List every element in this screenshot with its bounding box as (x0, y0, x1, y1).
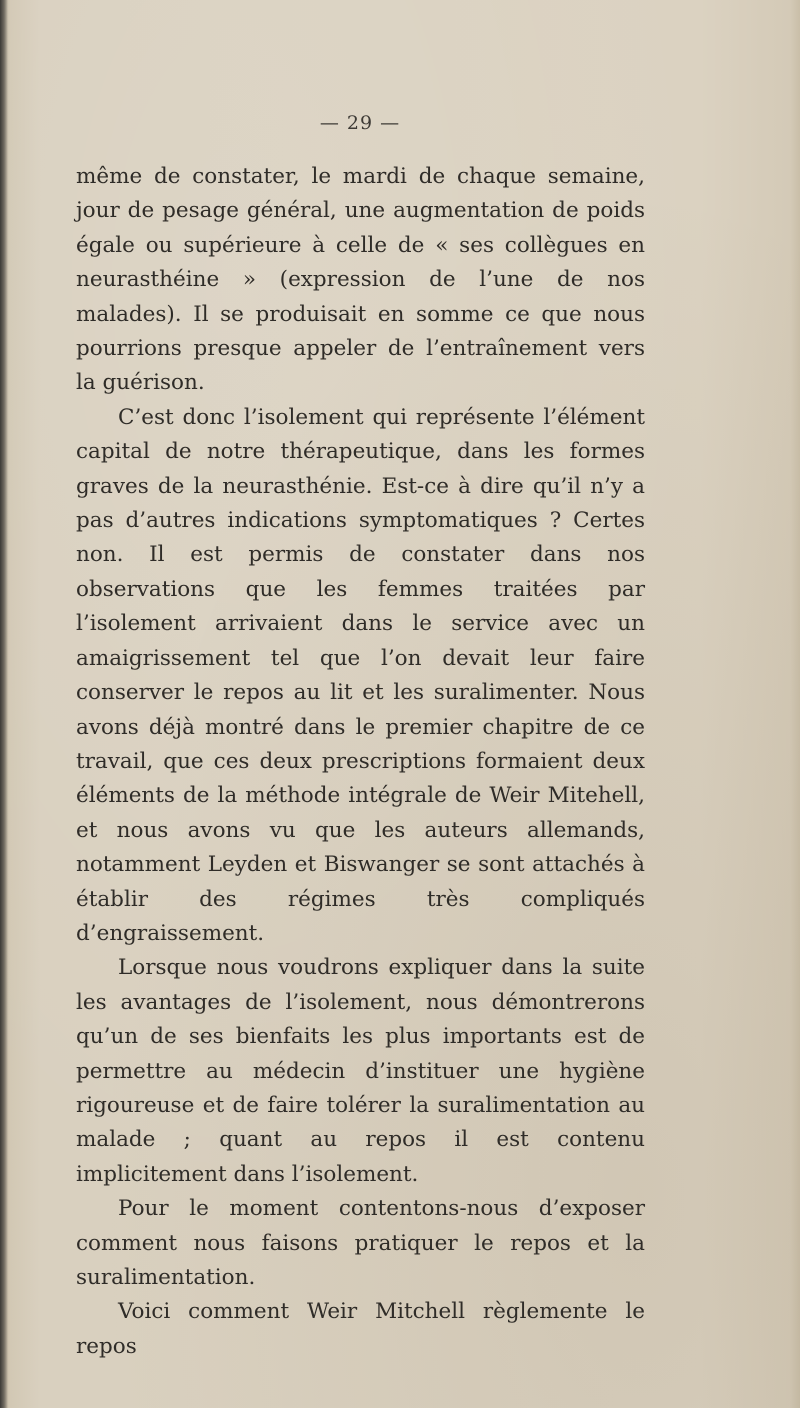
binding-edge (0, 0, 8, 1408)
paragraph-voici: Voici comment Weir Mitchell règlemente le repos (76, 1299, 645, 1359)
page-number: — 29 — (319, 112, 401, 134)
paragraph-avantages: Lorsque nous voudrons expliquer dans la suite les avantages de l’isolement, nous démontrerons qu’un de ses bienfaits les plus importants est de permettre au médecin d’instituer une hygiène rigoureuse et de faire tolérer la suralimentation au malade ; quant au repos il est contenu implicitement dans l’isolement. (76, 955, 645, 1187)
paragraph-continued: même de constater, le mardi de chaque semaine, jour de pesage général, une augmentation de poids égale ou supérieure à celle de « ses collègues en neurasthéine » (expression de l’une de nos malades). Il se produisait en somme ce que nous pourrions presque appeler de l’entraînement vers la guérison. (76, 164, 645, 396)
body-text (76, 160, 645, 1364)
paragraph-isolement: C’est donc l’isolement qui représente l’élément capital de notre thérapeutique, dans les formes graves de la neurasthénie. Est-ce à dire qu’il n’y a pas d’autres indications symptomatiques ? Certes non. Il est permis de constater dans nos observations que les femmes traitées par l’isolement arrivaient dans le service avec un amaigrissement tel que l’on devait leur faire conserver le repos au lit et les suralimenter. Nous avons déjà montré dans le premier chapitre de ce travail, que ces deux prescriptions formaient deux éléments de la méthode intégrale de Weir Mitehell, et nous avons vu que les auteurs allemands, notamment Leyden et Biswanger se sont attachés à établir des régimes très compliqués d’engraissement. (76, 404, 645, 946)
paragraph-pour-le-moment: Pour le moment contentons-nous d’exposer comment nous faisons pratiquer le repos et la suralimentation. (76, 1196, 645, 1290)
